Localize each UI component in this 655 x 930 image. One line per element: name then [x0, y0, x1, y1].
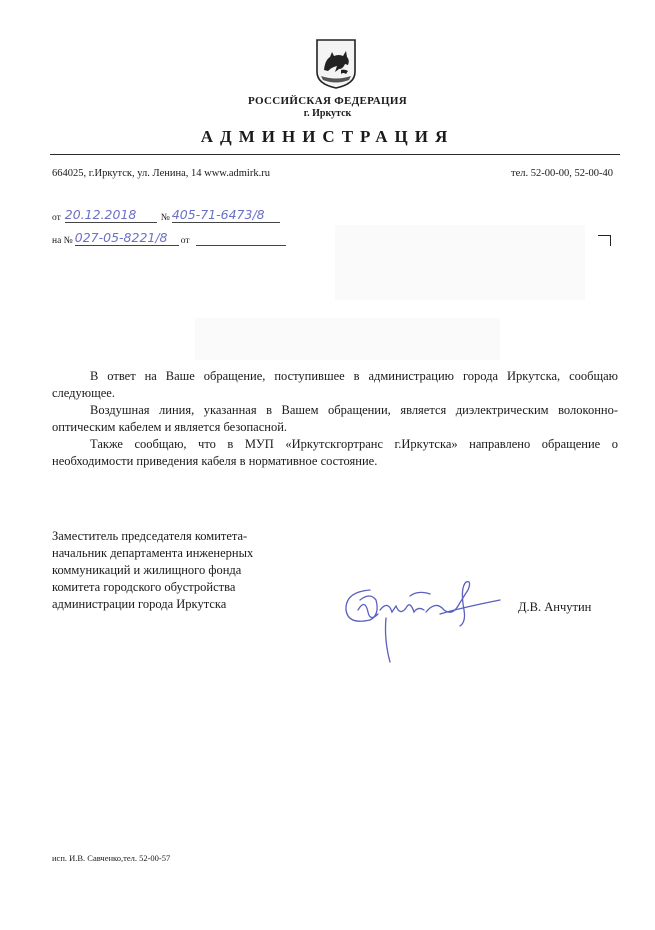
date-prefix: от [52, 213, 61, 223]
handwritten-signature-icon [340, 570, 510, 665]
executor-contact: исп. И.В. Савченко,тел. 52-00-57 [52, 853, 171, 863]
letter-number: 405-71-6473/8 [172, 207, 280, 223]
signatory-title-line: начальник департамента инженерных [52, 546, 254, 560]
redacted-salutation-block [195, 318, 500, 360]
signatory-title-line: администрации города Иркутска [52, 597, 227, 611]
organization-phone: тел. 52-00-00, 52-00-40 [511, 168, 613, 179]
registration-line [52, 207, 280, 223]
reply-prefix: на № [52, 236, 73, 246]
signatory-title-line: Заместитель председателя комитета- [52, 529, 248, 543]
header-divider [50, 154, 620, 155]
signatory-name: Д.В. Анчутин [518, 600, 592, 614]
reply-reference-line [52, 230, 286, 246]
reply-date-prefix: от [180, 236, 190, 246]
city-name: г. Иркутск [303, 108, 352, 119]
letter-date: 20.12.2018 [65, 207, 157, 223]
addressee-corner-mark [598, 235, 611, 246]
organization-title: АДМИНИСТРАЦИЯ [200, 127, 455, 146]
reply-number: 027-05-8221/8 [75, 230, 179, 246]
signatory-title-line: коммуникаций и жилищного фонда [52, 563, 242, 577]
letter-body [52, 368, 618, 470]
body-paragraph: Также сообщаю, что в МУП «Иркутскгортранс г.Иркутска» направлено обращение о необходимости приведения кабеля в нормативное состояние. [52, 437, 618, 468]
number-prefix: № [160, 213, 170, 223]
country-name: РОССИЙСКАЯ ФЕДЕРАЦИЯ [248, 95, 407, 107]
body-paragraph: В ответ на Ваше обращение, поступившее в администрацию города Иркутска, сообщаю следующее. [52, 369, 618, 400]
body-paragraph: Воздушная линия, указанная в Вашем обращении, является диэлектрическим волоконно-оптическим кабелем и является безопасной. [52, 403, 618, 434]
signatory-title [52, 528, 253, 613]
signatory-title-line: комитета городского обустройства [52, 580, 236, 594]
organization-address: 664025, г.Иркутск, ул. Ленина, 14 www.admirk.ru [52, 168, 270, 179]
reply-date-blank [196, 235, 286, 246]
irkutsk-coat-of-arms-icon [315, 38, 357, 90]
redacted-addressee-block [335, 225, 585, 300]
